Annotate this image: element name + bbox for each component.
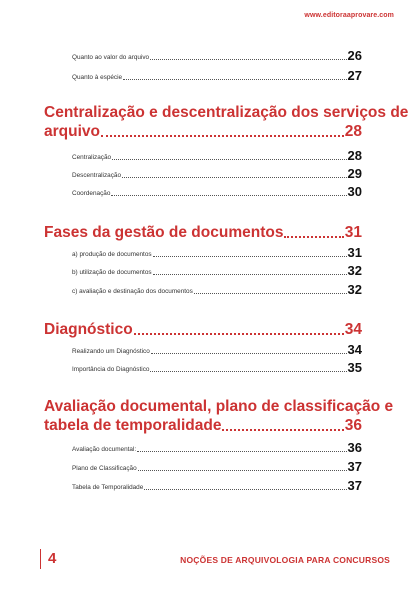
dot-leader bbox=[138, 470, 347, 471]
toc-entry-label: Importância do Diagnóstico bbox=[72, 366, 150, 373]
section-heading[interactable] bbox=[44, 223, 362, 242]
toc-entry-page: 28 bbox=[347, 148, 362, 163]
toc-entry-label: Avaliação documental: bbox=[72, 446, 137, 453]
dot-leader bbox=[122, 177, 347, 178]
section-heading-page: 36 bbox=[344, 417, 362, 434]
toc-entry-label: Quanto ao valor do arquivo bbox=[72, 54, 150, 61]
section-heading[interactable] bbox=[44, 103, 409, 141]
toc-entry[interactable] bbox=[72, 440, 362, 454]
toc-entry-label: Plano de Classificação bbox=[72, 465, 137, 472]
toc-entry-label: Tabela de Temporalidade bbox=[72, 484, 144, 491]
site-url[interactable]: www.editoraaprovare.com bbox=[304, 12, 394, 19]
toc-entry-page: 34 bbox=[347, 342, 362, 357]
toc-entry[interactable] bbox=[72, 263, 362, 277]
footer-divider bbox=[40, 549, 41, 569]
section-heading-title: Diagnóstico bbox=[44, 321, 133, 338]
dot-leader bbox=[284, 236, 343, 238]
dot-leader bbox=[153, 256, 347, 257]
toc-entry[interactable] bbox=[72, 459, 362, 473]
toc-entry-page: 29 bbox=[347, 166, 362, 181]
toc-entry-label: c) avaliação e destinação dos documentos bbox=[72, 288, 193, 295]
toc-entry[interactable] bbox=[72, 282, 362, 296]
dot-leader bbox=[101, 135, 344, 137]
dot-leader bbox=[150, 59, 346, 60]
dot-leader bbox=[222, 429, 343, 431]
section-heading-line2: tabela de temporalidade bbox=[44, 417, 222, 434]
dot-leader bbox=[151, 353, 347, 354]
dot-leader bbox=[144, 489, 346, 490]
toc-entry[interactable] bbox=[72, 48, 362, 62]
toc-entry-page: 36 bbox=[347, 440, 362, 455]
section-heading-line1: Centralização e descentralização dos serviços de bbox=[44, 104, 409, 121]
toc-entry-label: a) produção de documentos bbox=[72, 251, 152, 258]
toc-entry[interactable] bbox=[72, 342, 362, 356]
dot-leader bbox=[137, 451, 346, 452]
toc-entry[interactable] bbox=[72, 166, 362, 180]
toc-entry-page: 31 bbox=[347, 245, 362, 260]
toc-entry-label: Realizando um Diagnóstico bbox=[72, 348, 150, 355]
section-heading-page: 34 bbox=[344, 321, 362, 338]
toc-entry-page: 30 bbox=[347, 184, 362, 199]
toc-entry-label: b) utilização de documentos bbox=[72, 269, 152, 276]
toc-entry-label: Coordenação bbox=[72, 190, 111, 197]
section-heading-line2: arquivo bbox=[44, 123, 100, 140]
page-number: 4 bbox=[48, 550, 57, 567]
dot-leader bbox=[153, 274, 347, 275]
toc-entry[interactable] bbox=[72, 478, 362, 492]
dot-leader bbox=[123, 79, 346, 80]
section-heading[interactable] bbox=[44, 320, 362, 339]
section-heading-page: 31 bbox=[344, 224, 362, 241]
dot-leader bbox=[112, 159, 346, 160]
dot-leader bbox=[111, 195, 346, 196]
toc-entry-page: 35 bbox=[347, 360, 362, 375]
dot-leader bbox=[134, 333, 344, 335]
section-heading-line1: Avaliação documental, plano de classificação e bbox=[44, 398, 394, 415]
section-heading-title: Fases da gestão de documentos bbox=[44, 224, 284, 241]
dot-leader bbox=[194, 293, 347, 294]
toc-entry-page: 26 bbox=[347, 48, 362, 63]
section-heading[interactable] bbox=[44, 397, 394, 435]
toc-entry[interactable] bbox=[72, 245, 362, 259]
toc-entry-label: Quanto à espécie bbox=[72, 74, 123, 81]
toc-entry[interactable] bbox=[72, 184, 362, 198]
toc-entry-page: 32 bbox=[347, 282, 362, 297]
toc-entry-page: 37 bbox=[347, 478, 362, 493]
running-footer-title: NOÇÕES DE ARQUIVOLOGIA PARA CONCURSOS bbox=[180, 555, 390, 565]
section-heading-page: 28 bbox=[344, 123, 362, 140]
toc-entry[interactable] bbox=[72, 68, 362, 82]
toc-entry-label: Centralização bbox=[72, 154, 112, 161]
toc-entry[interactable] bbox=[72, 360, 362, 374]
toc-entry-label: Descentralização bbox=[72, 172, 122, 179]
toc-entry-page: 37 bbox=[347, 459, 362, 474]
dot-leader bbox=[150, 371, 346, 372]
toc-entry-page: 32 bbox=[347, 263, 362, 278]
toc-entry-page: 27 bbox=[347, 68, 362, 83]
toc-entry[interactable] bbox=[72, 148, 362, 162]
